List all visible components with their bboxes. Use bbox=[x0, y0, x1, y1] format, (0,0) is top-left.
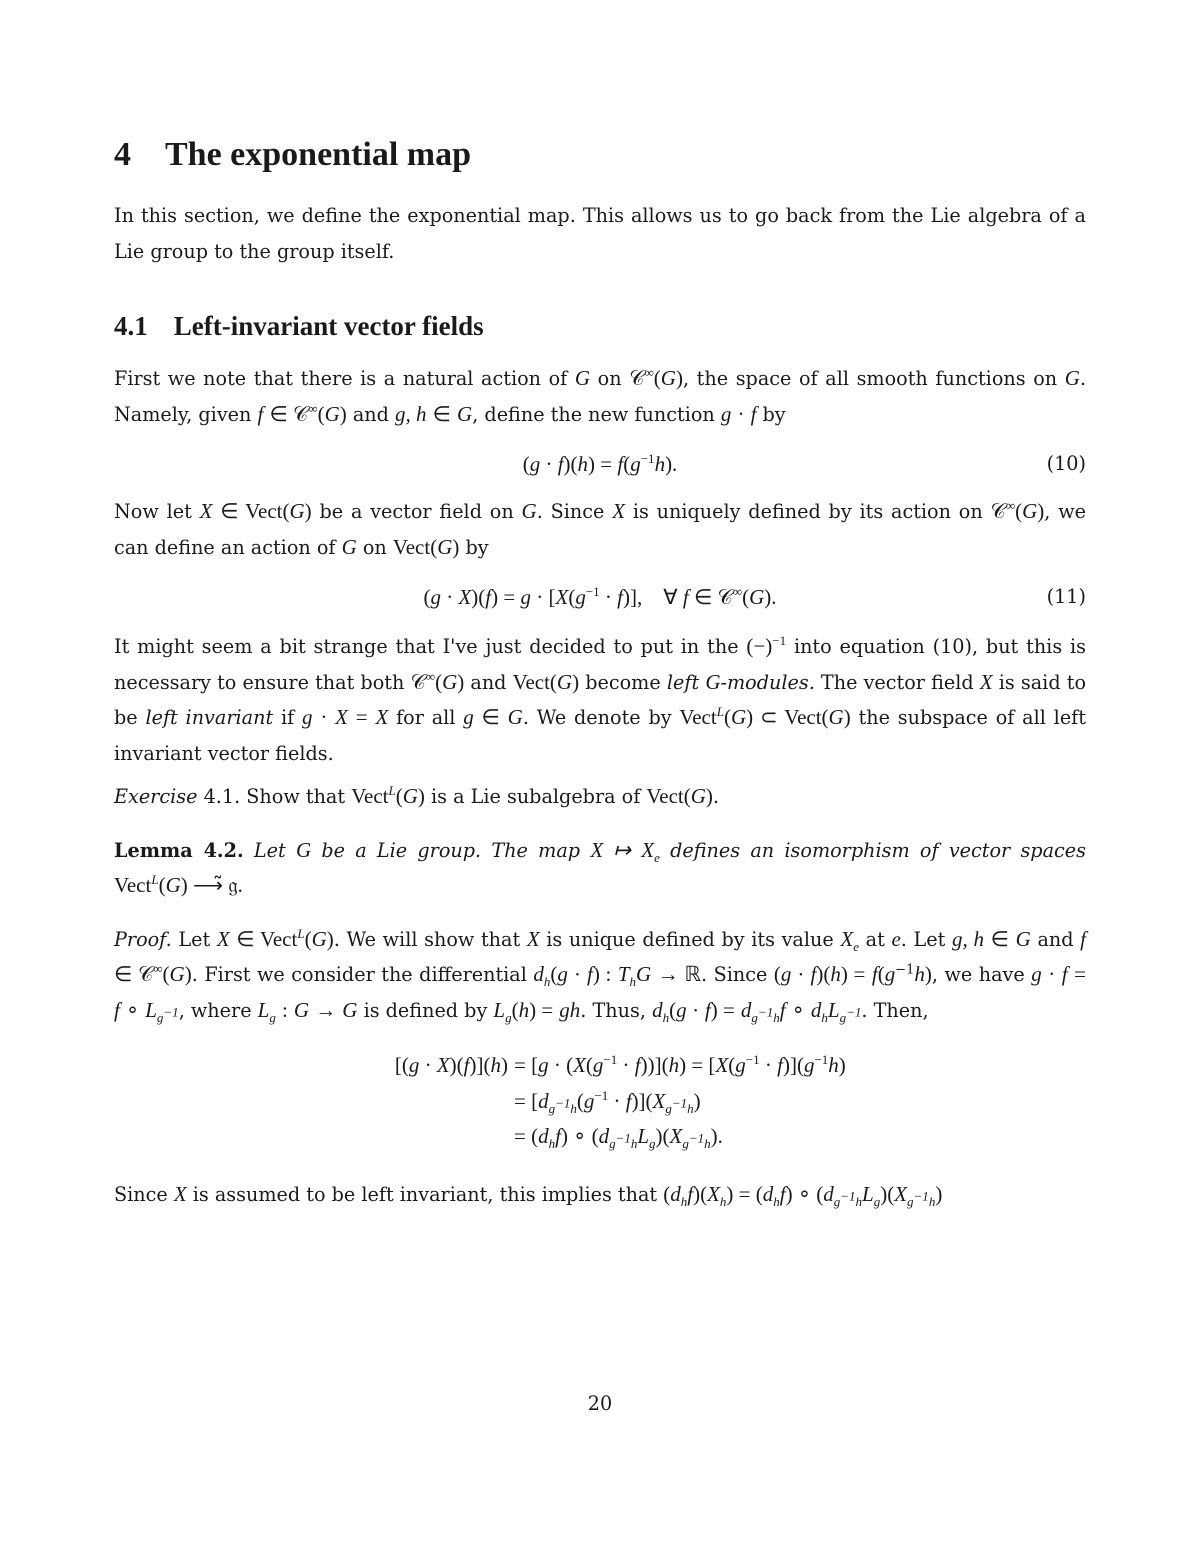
exercise-number: 4.1. bbox=[203, 785, 241, 808]
aligned-row-2: = $[d_{g^{-1}h}(g^{-1} \cdot f)](X_{g^{-1}h})$ bbox=[514, 1087, 701, 1116]
subsection-title: Left-invariant vector fields bbox=[173, 311, 484, 341]
subsection-heading bbox=[114, 309, 1086, 343]
paragraph-vector-field: Now let X ∈ Vect(G) be a vector field on G. Since X is uniquely defined by its action on 𝒞∞(G), we can define an action of G on Vect(G) by bbox=[114, 498, 1086, 559]
lemma-label: Lemma 4.2. bbox=[114, 838, 244, 862]
equation-10 bbox=[114, 446, 1086, 482]
equation-10-number: (10) bbox=[1046, 452, 1086, 475]
exercise-4-1: Exercise 4.1. Show that Vect$^L$(G) is a Lie subalgebra of Vect(G). bbox=[114, 783, 720, 808]
section-title: The exponential map bbox=[165, 136, 472, 173]
subsection-number: 4.1 bbox=[114, 311, 148, 341]
paragraph-natural-action: First we note that there is a natural action of G on 𝒞∞(G), the space of all smooth functions on G. Namely, given f ∈ 𝒞∞(G) and g, h ∈ G, define the new function g · f by bbox=[114, 365, 1086, 426]
proof-paragraph: Proof. Let X ∈ Vect$^L$(G). We will show that X is unique defined by its value $X_e$ at e. Let g, h ∈ G and f ∈ 𝒞∞(G). First we consider the differential $d_h(g \cdot f)$ : $T_hG$ → ℝ. Since $(g \cdot f)(h) = f(g^{-1}h)$, we have g · f = f ∘ $L_{g^{-1}}$, where $L_g$ : G → G is defined by $L_g(h)$ = gh. Thus, $d_h(g \cdot f) = d_{g^{-1}h}f$ ∘ $d_hL_{g^{-1}}$. Then, bbox=[114, 925, 1087, 1025]
aligned-equations bbox=[114, 1048, 1086, 1155]
section-number: 4 bbox=[114, 136, 131, 173]
paragraph-left-invariant: It might seem a bit strange that I've just decided to put in the $(-)^{-1}$ into equation (10), but this is necessary to ensure that both 𝒞∞(G) and Vect(G) become left G-modules. The vector field X is said to be left invariant if g · X = X for all g ∈ G. We denote by Vect$^L$(G) ⊂ Vect(G) the subspace of all left invariant vector fields. bbox=[114, 633, 1087, 765]
lemma-4-2: Lemma 4.2. Let G be a Lie group. The map X ↦ $X_e$ defines an isomorphism of vector spaces Vect$^L$(G) ⟶̃ 𝔤. bbox=[114, 837, 1086, 897]
proof-label: Proof. bbox=[114, 927, 172, 951]
page-content bbox=[114, 134, 1086, 1212]
aligned-row-3: = $(d_hf)$ ∘ $(d_{g^{-1}h}L_g)(X_{g^{-1}h})$. bbox=[514, 1124, 723, 1152]
exercise-label: Exercise bbox=[114, 785, 198, 808]
aligned-row-1: [(g · X)(f)](h) = $[g \cdot (X(g^{-1} \cdot f))](h) = [X(g^{-1} \cdot f)](g^{-1}h)$ bbox=[394, 1052, 846, 1077]
section-heading bbox=[114, 134, 1086, 176]
equation-11 bbox=[114, 579, 1086, 615]
equation-10-body: $(g \cdot f)(h) = f(g^{-1}h)$. bbox=[522, 451, 678, 476]
equation-11-body: $(g \cdot X)(f) = g \cdot [X(g^{-1} \cdot f)]$, ∀ f ∈ 𝒞∞(G). bbox=[423, 584, 777, 609]
equation-11-number: (11) bbox=[1046, 585, 1086, 608]
intro-paragraph: In this section, we define the exponential map. This allows us to go back from the Lie algebra of a Lie group to the group itself. bbox=[114, 204, 1086, 263]
paragraph-conclusion: Since X is assumed to be left invariant, this implies that $(d_hf)(X_h) = (d_hf)$ ∘ $(d_{g^{-1}h}L_g)(X_{g^{-1}h})$ bbox=[114, 1181, 943, 1209]
page-number: 20 bbox=[587, 1392, 613, 1415]
